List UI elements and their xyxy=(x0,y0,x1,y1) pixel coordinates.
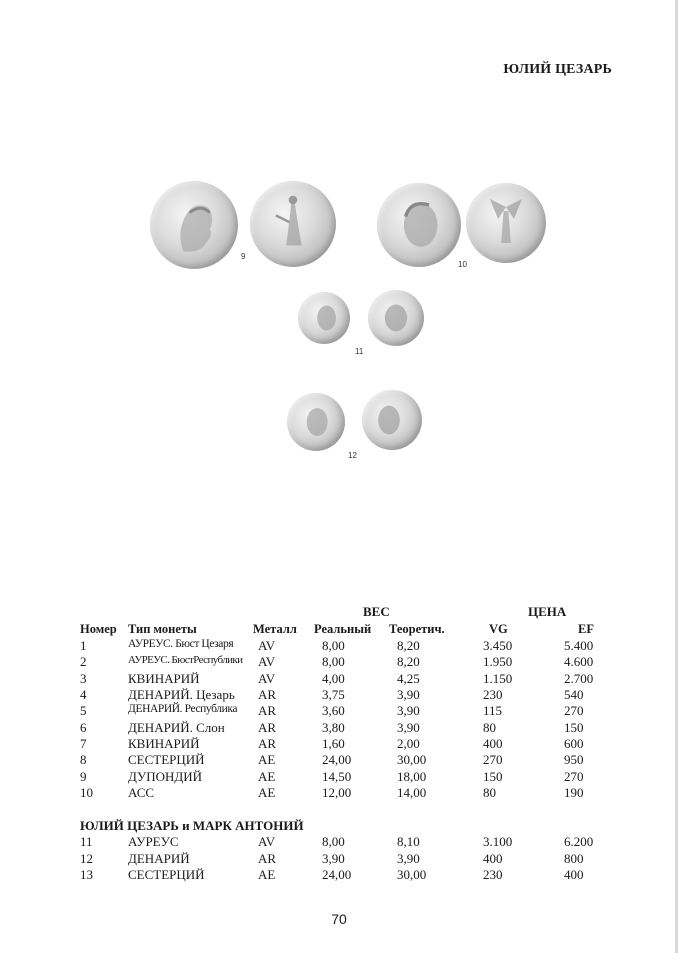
cell-price-vg: 400 xyxy=(483,736,503,751)
cell-price-ef: 4.600 xyxy=(564,654,594,669)
cell-price-ef: 150 xyxy=(564,720,584,735)
cell-price-vg: 1.950 xyxy=(483,654,513,669)
column-header-real: Реальный xyxy=(314,622,372,636)
cell-number: 9 xyxy=(80,769,87,784)
cell-real-weight: 24,00 xyxy=(322,752,352,767)
cell-theoretical-weight: 3,90 xyxy=(397,851,420,866)
cell-theoretical-weight: 2,00 xyxy=(397,736,420,751)
cell-type: СЕСТЕРЦИЙ xyxy=(128,867,205,882)
coin-10-obverse-image xyxy=(377,183,461,267)
cell-number: 1 xyxy=(80,638,87,653)
cell-type: ДЕНАРИЙ. Республика xyxy=(128,703,238,715)
cell-metal: AR xyxy=(258,851,277,866)
coin-10-reverse-image xyxy=(466,183,546,263)
cell-type: АУРЕУС. Бюст Цезаря xyxy=(128,638,234,650)
cell-number: 5 xyxy=(80,703,87,718)
coin-12-reverse-image xyxy=(362,390,422,450)
cell-price-vg: 80 xyxy=(483,785,496,800)
table-row xyxy=(0,687,678,703)
cell-real-weight: 3,90 xyxy=(322,851,345,866)
cell-number: 13 xyxy=(80,867,93,882)
cell-theoretical-weight: 4,25 xyxy=(397,671,420,686)
cell-real-weight: 12,00 xyxy=(322,785,352,800)
table-row xyxy=(0,785,678,801)
cell-metal: AV xyxy=(258,638,276,653)
cell-real-weight: 1,60 xyxy=(322,736,345,751)
cell-price-vg: 3.450 xyxy=(483,638,513,653)
cell-theoretical-weight: 14,00 xyxy=(397,785,427,800)
cell-theoretical-weight: 30,00 xyxy=(397,867,427,882)
table-row xyxy=(0,736,678,752)
table-row xyxy=(0,703,678,719)
cell-real-weight: 8,00 xyxy=(322,834,345,849)
cell-number: 8 xyxy=(80,752,87,767)
cell-real-weight: 4,00 xyxy=(322,671,345,686)
cell-metal: AR xyxy=(258,703,277,718)
cell-price-vg: 1.150 xyxy=(483,671,513,686)
section-heading-caesar-antony: ЮЛИЙ ЦЕЗАРЬ и МАРК АНТОНИЙ xyxy=(80,818,304,833)
cell-type: СЕСТЕРЦИЙ xyxy=(128,752,205,767)
price-group-header: ЦЕНА xyxy=(528,604,567,619)
cell-theoretical-weight: 3,90 xyxy=(397,720,420,735)
cell-metal: AE xyxy=(258,867,276,882)
table-row xyxy=(0,867,678,883)
table-row xyxy=(0,834,678,850)
cell-price-vg: 270 xyxy=(483,752,503,767)
cell-theoretical-weight: 18,00 xyxy=(397,769,427,784)
coin-12-label: 12 xyxy=(348,451,357,460)
cell-theoretical-weight: 3,90 xyxy=(397,687,420,702)
table-row xyxy=(0,720,678,736)
table-row xyxy=(0,851,678,867)
coin-11-label: 11 xyxy=(355,347,364,356)
cell-number: 10 xyxy=(80,785,93,800)
cell-price-vg: 230 xyxy=(483,867,503,882)
cell-metal: AE xyxy=(258,752,276,767)
coin-12-obverse-image xyxy=(287,393,345,451)
weight-group-header: ВЕС xyxy=(363,604,390,619)
column-header-number: Номер xyxy=(80,622,117,636)
cell-price-ef: 6.200 xyxy=(564,834,594,849)
cell-type: КВИНАРИЙ xyxy=(128,736,200,751)
coin-11-obverse-image xyxy=(298,292,350,344)
cell-theoretical-weight: 8,20 xyxy=(397,638,420,653)
cell-type: ДУПОНДИЙ xyxy=(128,769,203,784)
cell-price-ef: 270 xyxy=(564,703,584,718)
cell-price-ef: 270 xyxy=(564,769,584,784)
column-header-vg: VG xyxy=(489,622,508,636)
cell-number: 7 xyxy=(80,736,87,751)
cell-real-weight: 24,00 xyxy=(322,867,352,882)
cell-metal: AE xyxy=(258,785,276,800)
coin-11-reverse-image xyxy=(368,290,424,346)
cell-theoretical-weight: 8,20 xyxy=(397,654,420,669)
cell-price-ef: 800 xyxy=(564,851,584,866)
cell-metal: AR xyxy=(258,687,277,702)
cell-price-ef: 540 xyxy=(564,687,584,702)
cell-real-weight: 3,75 xyxy=(322,687,345,702)
cell-price-vg: 80 xyxy=(483,720,496,735)
cell-price-ef: 950 xyxy=(564,752,584,767)
cell-number: 4 xyxy=(80,687,87,702)
cell-type: ДЕНАРИЙ. Цезарь xyxy=(128,687,235,702)
cell-number: 2 xyxy=(80,654,87,669)
column-header-type: Тип монеты xyxy=(128,622,197,636)
cell-metal: AV xyxy=(258,834,276,849)
coin-9-obverse-image xyxy=(150,181,238,269)
cell-price-vg: 115 xyxy=(483,703,503,718)
cell-price-ef: 190 xyxy=(564,785,584,800)
cell-price-vg: 150 xyxy=(483,769,503,784)
cell-number: 11 xyxy=(80,834,93,849)
cell-real-weight: 8,00 xyxy=(322,654,345,669)
table-row xyxy=(0,752,678,768)
column-header-metal: Металл xyxy=(253,622,297,636)
column-header-ef: EF xyxy=(578,622,594,636)
coin-10-label: 10 xyxy=(458,260,467,269)
cell-theoretical-weight: 8,10 xyxy=(397,834,420,849)
cell-number: 12 xyxy=(80,851,93,866)
table-row xyxy=(0,654,678,670)
cell-price-ef: 2.700 xyxy=(564,671,594,686)
cell-price-vg: 230 xyxy=(483,687,503,702)
cell-real-weight: 3,60 xyxy=(322,703,345,718)
page-title: ЮЛИЙ ЦЕЗАРЬ xyxy=(503,62,612,77)
page-number: 70 xyxy=(331,911,347,927)
coin-9-reverse-image xyxy=(250,181,336,267)
table-row xyxy=(0,671,678,687)
cell-real-weight: 3,80 xyxy=(322,720,345,735)
coin-9-label: 9 xyxy=(241,252,246,261)
cell-metal: AR xyxy=(258,736,277,751)
cell-type: ДЕНАРИЙ. Слон xyxy=(128,720,225,735)
cell-price-ef: 5.400 xyxy=(564,638,594,653)
cell-number: 6 xyxy=(80,720,87,735)
cell-metal: AE xyxy=(258,769,276,784)
cell-price-vg: 3.100 xyxy=(483,834,513,849)
cell-price-ef: 400 xyxy=(564,867,584,882)
cell-metal: AV xyxy=(258,654,276,669)
cell-type: АУРЕУС xyxy=(128,834,179,849)
cell-type: ДЕНАРИЙ xyxy=(128,851,190,866)
column-header-theoretical: Теоретич. xyxy=(389,622,445,636)
cell-metal: AR xyxy=(258,720,277,735)
cell-metal: AV xyxy=(258,671,276,686)
cell-type: АУРЕУС. БюстРеспублики xyxy=(128,654,243,666)
cell-price-ef: 600 xyxy=(564,736,584,751)
cell-number: 3 xyxy=(80,671,87,686)
cell-real-weight: 8,00 xyxy=(322,638,345,653)
cell-type: КВИНАРИЙ xyxy=(128,671,200,686)
cell-theoretical-weight: 30,00 xyxy=(397,752,427,767)
table-row xyxy=(0,769,678,785)
cell-type: АСС xyxy=(128,785,155,800)
cell-real-weight: 14,50 xyxy=(322,769,352,784)
cell-theoretical-weight: 3,90 xyxy=(397,703,420,718)
cell-price-vg: 400 xyxy=(483,851,503,866)
table-row xyxy=(0,638,678,654)
